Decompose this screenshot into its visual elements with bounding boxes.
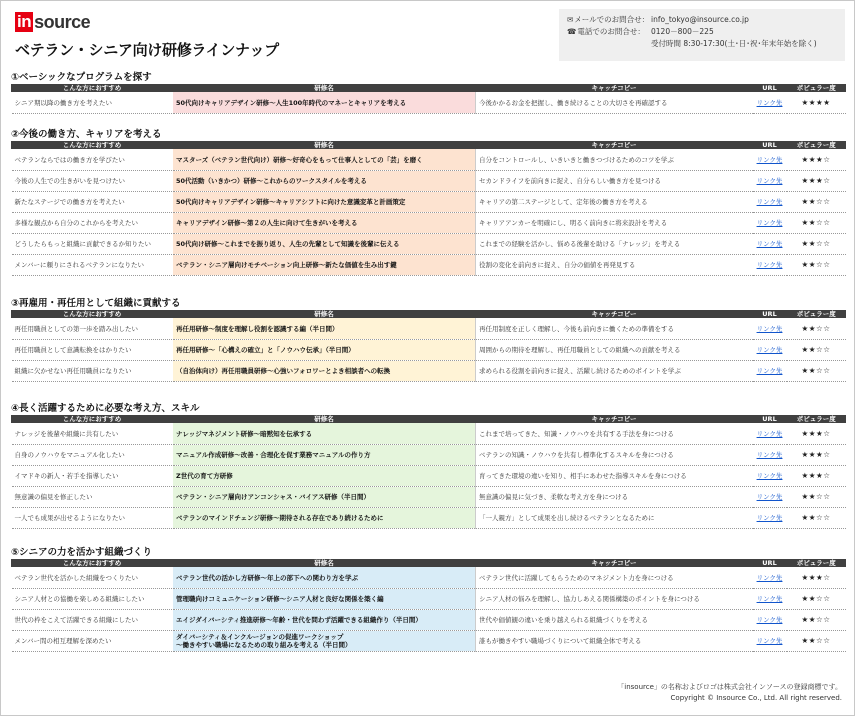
- catch-copy: 今後かかるお金を把握し、働き続けることの大切さを再確認する: [476, 92, 753, 113]
- catch-copy: 周囲からの期待を理解し、再任用職員としての組織への貢献を考える: [476, 339, 753, 360]
- target-audience: メンバーに頼りにされるベテランになりたい: [12, 254, 173, 275]
- target-audience: シニア人材との協働を楽しめる組織にしたい: [12, 588, 173, 609]
- target-audience: 今後の人生での生きがいを見つけたい: [12, 170, 173, 191]
- column-header-url: URL: [753, 141, 787, 149]
- column-header-url: URL: [753, 84, 787, 92]
- popularity-rating: ★★☆☆: [787, 630, 846, 651]
- mail-address[interactable]: info_tokyo@insource.co.jp: [651, 15, 749, 24]
- table-row: [12, 254, 846, 275]
- table-row: [12, 170, 846, 191]
- phone-label: 電話でのお問合せ：: [577, 27, 645, 36]
- program-table: [11, 310, 846, 382]
- column-header-popularity: ポピュラー度: [787, 310, 846, 318]
- catch-copy: キャリアアンカーを明確にし、明るく前向きに将来設計を考える: [476, 212, 753, 233]
- table-row: [12, 339, 846, 360]
- column-header-catch: キャッチコピー: [476, 559, 753, 567]
- catch-copy: 無意識の偏見に気づき、柔軟な考え方を身につける: [476, 486, 753, 507]
- column-header-url: URL: [753, 415, 787, 423]
- popularity-rating: ★★☆☆: [787, 191, 846, 212]
- section-title: ③再雇用・再任用として組織に貢献する: [11, 298, 181, 309]
- popularity-rating: ★★☆☆: [787, 318, 846, 339]
- column-header-catch: キャッチコピー: [476, 141, 753, 149]
- target-audience: 無意識の偏見を修正したい: [12, 486, 173, 507]
- program-link[interactable]: リンク先: [753, 465, 787, 486]
- program-name: ベテラン世代の活かし方研修～年上の部下への関わり方を学ぶ: [173, 567, 476, 588]
- section-3: [11, 297, 845, 382]
- section-title: ④長く活躍するために必要な考え方、スキル: [11, 403, 200, 414]
- program-link[interactable]: リンク先: [753, 444, 787, 465]
- popularity-rating: ★★☆☆: [787, 254, 846, 275]
- table-row: [12, 191, 846, 212]
- catch-copy: これまでの経験を活かし、悩める後輩を助ける「ナレッジ」を考える: [476, 233, 753, 254]
- column-header-program: 研修名: [173, 84, 476, 92]
- column-header-target: こんな方におすすめ: [12, 141, 173, 149]
- table-row: [12, 465, 846, 486]
- section-4: [11, 402, 845, 529]
- program-link[interactable]: リンク先: [753, 588, 787, 609]
- table-row: [12, 423, 846, 444]
- popularity-rating: ★★☆☆: [787, 339, 846, 360]
- section-1: [11, 71, 845, 114]
- table-header-row: [12, 84, 846, 92]
- column-header-target: こんな方におすすめ: [12, 84, 173, 92]
- program-name: 50代活動（いきかつ）研修～これからのワークスタイルを考える: [173, 170, 476, 191]
- table-row: [12, 567, 846, 588]
- section-title: ②今後の働き方、キャリアを考える: [11, 129, 162, 140]
- target-audience: ナレッジを後輩や組織に共有したい: [12, 423, 173, 444]
- column-header-target: こんな方におすすめ: [12, 310, 173, 318]
- program-name: マスターズ（ベテラン世代向け）研修～好奇心をもって仕事人としての「芸」を磨く: [173, 149, 476, 170]
- table-row: [12, 233, 846, 254]
- catch-copy: 自分をコントロールし、いきいきと働きつづけるためのコツを学ぶ: [476, 149, 753, 170]
- column-header-catch: キャッチコピー: [476, 415, 753, 423]
- mail-label: メールでのお問合せ：: [574, 15, 650, 24]
- catch-copy: 役割の変化を前向きに捉え、自分の価値を再発見する: [476, 254, 753, 275]
- popularity-rating: ★★☆☆: [787, 486, 846, 507]
- target-audience: 再任用職員としての第一歩を踏み出したい: [12, 318, 173, 339]
- logo-in-mark: in: [17, 12, 32, 31]
- target-audience: 多様な観点から自分のこれからを考えたい: [12, 212, 173, 233]
- target-audience: 自身のノウハウをマニュアル化したい: [12, 444, 173, 465]
- popularity-rating: ★★☆☆: [787, 609, 846, 630]
- popularity-rating: ★★☆☆: [787, 507, 846, 528]
- program-name: エイジダイバーシティ推進研修～年齢・世代を問わず活躍できる組織作り（半日間）: [173, 609, 476, 630]
- program-link[interactable]: リンク先: [753, 630, 787, 651]
- target-audience: ベテラン世代を活かした組織をつくりたい: [12, 567, 173, 588]
- popularity-rating: ★★★☆: [787, 149, 846, 170]
- contact-box: [559, 9, 845, 61]
- program-name: ベテラン・シニア層向けモチベーション向上研修～新たな価値を生み出す鍵: [173, 254, 476, 275]
- target-audience: イマドキの新人・若手を指導したい: [12, 465, 173, 486]
- program-link[interactable]: リンク先: [753, 360, 787, 381]
- program-link[interactable]: リンク先: [753, 254, 787, 275]
- program-table: [11, 141, 846, 276]
- table-row: [12, 630, 846, 651]
- program-name: ダイバーシティ＆インクルージョンの促進ワークショップ ～働きやすい職場になるための取り組みを考える（半日間）: [173, 630, 476, 651]
- program-name: 50代向け研修～これまでを振り返り、人生の先輩として知識を後輩に伝える: [173, 233, 476, 254]
- catch-copy: ベテランの知識・ノウハウを共有し標準化するスキルを身につける: [476, 444, 753, 465]
- catch-copy: 育ってきた環境の違いを知り、相手にあわせた指導スキルを身につける: [476, 465, 753, 486]
- program-name: 50代向けキャリアデザイン研修～人生100年時代のマネーとキャリアを考える: [173, 92, 476, 113]
- popularity-rating: ★★★☆: [787, 444, 846, 465]
- catch-copy: 誰もが働きやすい職場づくりについて組織全体で考える: [476, 630, 753, 651]
- program-link[interactable]: リンク先: [753, 149, 787, 170]
- column-header-program: 研修名: [173, 310, 476, 318]
- column-header-url: URL: [753, 559, 787, 567]
- logo-wordmark: source: [34, 11, 91, 32]
- popularity-rating: ★★★☆: [787, 567, 846, 588]
- section-title: ①ベーシックなプログラムを探す: [11, 72, 152, 83]
- popularity-rating: ★★★☆: [787, 465, 846, 486]
- column-header-program: 研修名: [173, 415, 476, 423]
- program-link[interactable]: リンク先: [753, 567, 787, 588]
- program-link[interactable]: リンク先: [753, 339, 787, 360]
- program-name: 再任用研修～「心構えの確立」と「ノウハウ伝承」（半日間）: [173, 339, 476, 360]
- table-header-row: [12, 415, 846, 423]
- phone-icon: ☎: [567, 27, 577, 36]
- program-name: 50代向けキャリアデザイン研修～キャリアシフトに向けた意識変革と計画策定: [173, 191, 476, 212]
- catch-copy: 求められる役割を前向きに捉え、活躍し続けるためのポイントを学ぶ: [476, 360, 753, 381]
- table-row: [12, 507, 846, 528]
- column-header-popularity: ポピュラー度: [787, 559, 846, 567]
- program-link[interactable]: リンク先: [753, 486, 787, 507]
- program-table: [11, 415, 846, 529]
- column-header-program: 研修名: [173, 141, 476, 149]
- popularity-rating: ★★★★: [787, 92, 846, 113]
- insource-logo: [15, 11, 90, 33]
- popularity-rating: ★★☆☆: [787, 212, 846, 233]
- table-header-row: [12, 559, 846, 567]
- target-audience: 新たなステージでの働き方を考えたい: [12, 191, 173, 212]
- target-audience: ベテランならではの働き方を学びたい: [12, 149, 173, 170]
- program-name: 再任用研修～制度を理解し役割を認識する編（半日間）: [173, 318, 476, 339]
- program-name: キャリアデザイン研修～第２の人生に向けて生きがいを考える: [173, 212, 476, 233]
- program-name: マニュアル作成研修～改善・合理化を促す業務マニュアルの作り方: [173, 444, 476, 465]
- program-link[interactable]: リンク先: [753, 609, 787, 630]
- column-header-catch: キャッチコピー: [476, 310, 753, 318]
- program-link[interactable]: リンク先: [753, 423, 787, 444]
- copyright: Copyright © Insource Co., Ltd. All right reserved.: [670, 694, 842, 702]
- column-header-catch: キャッチコピー: [476, 84, 753, 92]
- catch-copy: これまで培ってきた、知識・ノウハウを共有する手法を身につける: [476, 423, 753, 444]
- program-name: Z世代の育て方研修: [173, 465, 476, 486]
- catch-copy: シニア人材の悩みを理解し、協力しあえる関係構築のポイントを身につける: [476, 588, 753, 609]
- table-row: [12, 318, 846, 339]
- popularity-rating: ★★☆☆: [787, 233, 846, 254]
- table-row: [12, 609, 846, 630]
- program-name: ベテランのマインドチェンジ研修～期待される存在であり続けるために: [173, 507, 476, 528]
- catch-copy: セカンドライフを前向きに捉え、自分らしい働き方を見つける: [476, 170, 753, 191]
- target-audience: 世代の枠をこえて活躍できる組織にしたい: [12, 609, 173, 630]
- column-header-target: こんな方におすすめ: [12, 415, 173, 423]
- section-title: ⑤シニアの力を活かす組織づくり: [11, 547, 153, 558]
- target-audience: シニア期以降の働き方を考えたい: [12, 92, 173, 113]
- column-header-url: URL: [753, 310, 787, 318]
- popularity-rating: ★★☆☆: [787, 588, 846, 609]
- table-row: [12, 149, 846, 170]
- program-link[interactable]: リンク先: [753, 233, 787, 254]
- column-header-popularity: ポピュラー度: [787, 141, 846, 149]
- table-header-row: [12, 310, 846, 318]
- table-row: [12, 588, 846, 609]
- target-audience: 再任用職員として意識転換をはかりたい: [12, 339, 173, 360]
- catch-copy: 再任用制度を正しく理解し、今後も前向きに働くための準備をする: [476, 318, 753, 339]
- section-5: [11, 546, 845, 652]
- program-name: ナレッジマネジメント研修～暗黙知を伝承する: [173, 423, 476, 444]
- table-header-row: [12, 141, 846, 149]
- popularity-rating: ★★☆☆: [787, 360, 846, 381]
- column-header-program: 研修名: [173, 559, 476, 567]
- target-audience: メンバー間の相互理解を深めたい: [12, 630, 173, 651]
- program-name: ベテラン・シニア層向けアンコンシャス・バイアス研修（半日間）: [173, 486, 476, 507]
- table-row: [12, 486, 846, 507]
- page-title: ベテラン・シニア向け研修ラインナップ: [15, 41, 279, 59]
- table-row: [12, 212, 846, 233]
- catch-copy: 世代や価値観の違いを乗り越えられる組織づくりを考える: [476, 609, 753, 630]
- program-link[interactable]: リンク先: [753, 170, 787, 191]
- column-header-target: こんな方におすすめ: [12, 559, 173, 567]
- target-audience: 組織に欠かせない再任用職員になりたい: [12, 360, 173, 381]
- program-table: [11, 559, 846, 652]
- section-2: [11, 128, 845, 276]
- catch-copy: キャリアの第二ステージとして、定年後の働き方を考える: [476, 191, 753, 212]
- program-link[interactable]: リンク先: [753, 191, 787, 212]
- target-audience: 一人でも成果が出せるようになりたい: [12, 507, 173, 528]
- column-header-popularity: ポピュラー度: [787, 84, 846, 92]
- program-link[interactable]: リンク先: [753, 318, 787, 339]
- popularity-rating: ★★★☆: [787, 423, 846, 444]
- footer: [617, 682, 842, 704]
- program-name: （自治体向け）再任用職員研修～心強いフォロワーとよき相談者への転換: [173, 360, 476, 381]
- table-row: [12, 92, 846, 113]
- catch-copy: 「一人親方」として成果を出し続けるベテランとなるために: [476, 507, 753, 528]
- catch-copy: ベテラン世代に活躍してもらうためのマネジメント力を身につける: [476, 567, 753, 588]
- program-link[interactable]: リンク先: [753, 212, 787, 233]
- program-link[interactable]: リンク先: [753, 507, 787, 528]
- column-header-popularity: ポピュラー度: [787, 415, 846, 423]
- popularity-rating: ★★★☆: [787, 170, 846, 191]
- program-name: 管理職向けコミュニケーション研修～シニア人材と良好な関係を築く編: [173, 588, 476, 609]
- business-hours: 受付時間 8:30-17:30(土･日･祝･年末年始を除く): [651, 39, 817, 48]
- table-row: [12, 360, 846, 381]
- target-audience: どうしたらもっと組織に貢献できるか知りたい: [12, 233, 173, 254]
- phone-number[interactable]: 0120－800－225: [651, 27, 714, 36]
- trademark-notice: 「insource」の名称およびロゴは株式会社インソースの登録商標です。: [617, 683, 842, 691]
- program-table: [11, 84, 846, 114]
- program-link[interactable]: リンク先: [753, 92, 787, 113]
- mail-icon: ✉: [567, 15, 574, 24]
- table-row: [12, 444, 846, 465]
